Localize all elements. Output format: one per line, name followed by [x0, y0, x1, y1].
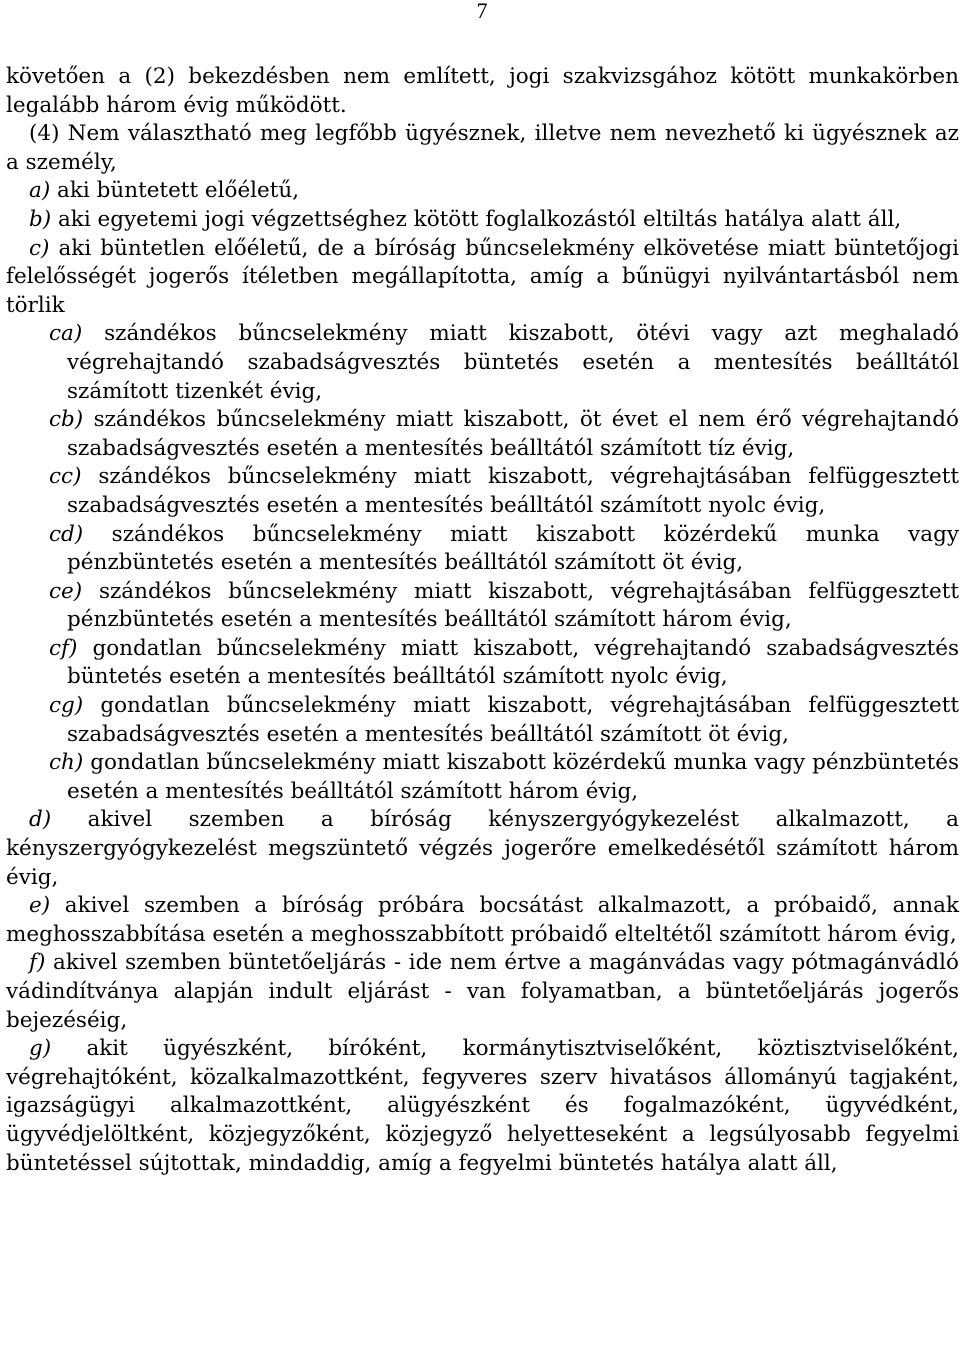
- document-body: [6, 63, 959, 1178]
- subpoint-cg: [6, 692, 959, 749]
- subpoint-text: szándékos bűncselekmény miatt kiszabott, ötévi vagy azt meghaladó végrehajtandó szabadságvesztés büntetés esetén a mentesítés beálltától számított tizenkét évig,: [67, 321, 959, 404]
- point-text: aki büntetett előéletű,: [50, 178, 300, 204]
- point-text: akivel szemben büntetőeljárás - ide nem értve a magánvádas vagy pótmagánvádló vádindítványa alapján indult eljárást - van folyamatban, a büntetőeljárás jogerős bejezéséig,: [6, 950, 959, 1033]
- subpoint-label: ca): [49, 321, 83, 347]
- subpoint-cd: [6, 521, 959, 578]
- subpoint-ca: [6, 320, 959, 406]
- point-text: akit ügyészként, bíróként, kormánytisztviselőként, köztisztviselőként, végrehajtóként, közalkalmazottként, fegyveres szerv hivatásos állományú tagjaként, igazságügyi alkalmazottként, alügyészként és fogalmazóként, ügyvédként, ügyvédjelöltként, közjegyzőként, közjegyző helyetteseként a legsúlyosabb fegyelmi büntetéssel sújtottak, mindaddig, amíg a fegyelmi büntetés hatálya alatt áll,: [6, 1036, 959, 1176]
- subpoint-label: ch): [49, 750, 84, 776]
- subpoint-label: cd): [49, 521, 84, 547]
- subpoint-text: szándékos bűncselekmény miatt kiszabott, végrehajtásában felfüggesztett szabadságvesztés esetén a mentesítés beálltától számított nyolc évig,: [67, 464, 959, 518]
- subpoint-label: ce): [49, 578, 83, 604]
- paragraph-continuation: követően a (2) bekezdésben nem említett, jogi szakvizsgához kötött munkakörben legalább három évig működött.: [6, 64, 959, 118]
- point-d: [6, 806, 959, 892]
- point-f: [6, 949, 959, 1035]
- point-c: [6, 235, 959, 321]
- point-text: aki egyetemi jogi végzettséghez kötött foglalkozástól eltiltás hatálya alatt áll,: [51, 206, 902, 232]
- subpoint-cf: [6, 635, 959, 692]
- subpoint-label: cc): [49, 464, 82, 490]
- subpoint-ce: [6, 578, 959, 635]
- subpoint-text: szándékos bűncselekmény miatt kiszabott, végrehajtásában felfüggesztett pénzbüntetés esetén a mentesítés beálltától számított három évig,: [67, 578, 959, 633]
- subpoint-text: gondatlan bűncselekmény miatt kiszabott közérdekű munka vagy pénzbüntetés esetén a mentesítés beálltától számított három évig,: [67, 750, 959, 804]
- point-a: [6, 177, 959, 206]
- subpoint-text: szándékos bűncselekmény miatt kiszabott közérdekű munka vagy pénzbüntetés esetén a mentesítés beálltától számított öt évig,: [67, 521, 959, 576]
- subpoint-ch: [6, 749, 959, 806]
- subpoint-text: gondatlan bűncselekmény miatt kiszabott, végrehajtandó szabadságvesztés büntetés esetén a mentesítés beálltától számított nyolc évig,: [67, 635, 959, 690]
- subpoint-label: cg): [49, 693, 84, 719]
- point-label: a): [29, 178, 51, 204]
- subpoint-text: szándékos bűncselekmény miatt kiszabott, öt évet el nem érő végrehajtandó szabadságvesztés esetén a mentesítés beálltától számított tíz évig,: [67, 407, 959, 461]
- point-label: e): [29, 893, 51, 919]
- point-label: f): [29, 950, 46, 976]
- page-number: 7: [476, 0, 488, 23]
- paragraph-4: (4) Nem választható meg legfőbb ügyésznek, illetve nem nevezhető ki ügyésznek az a személy,: [6, 121, 959, 175]
- subpoint-label: cb): [49, 407, 84, 433]
- point-e: [6, 892, 959, 949]
- point-text: aki büntetlen előéletű, de a bíróság bűncselekmény elkövetése miatt büntetőjogi felelősségét jogerős ítéletben megállapította, amíg a bűnügyi nyilvántartásból nem törlik: [6, 235, 959, 318]
- point-label: b): [29, 206, 52, 232]
- point-text: akivel szemben a bíróság próbára bocsátást alkalmazott, a próbaidő, annak meghosszabbítása esetén a meghosszabbított próbaidő elteltétől számított három évig,: [6, 893, 959, 947]
- subpoint-cb: [6, 406, 959, 463]
- subpoint-cc: [6, 463, 959, 520]
- point-label: c): [29, 235, 50, 261]
- point-label: d): [29, 807, 52, 833]
- point-g: [6, 1035, 959, 1178]
- subpoint-label: cf): [49, 635, 78, 661]
- point-label: g): [29, 1036, 52, 1062]
- subpoint-text: gondatlan bűncselekmény miatt kiszabott, végrehajtásában felfüggesztett szabadságvesztés esetén a mentesítés beálltától számított öt évig,: [67, 693, 959, 747]
- point-b: [6, 206, 959, 235]
- point-text: akivel szemben a bíróság kényszergyógykezelést alkalmazott, a kényszergyógykezelést megszüntető végzés jogerőre emelkedésétől számított három évig,: [6, 807, 959, 890]
